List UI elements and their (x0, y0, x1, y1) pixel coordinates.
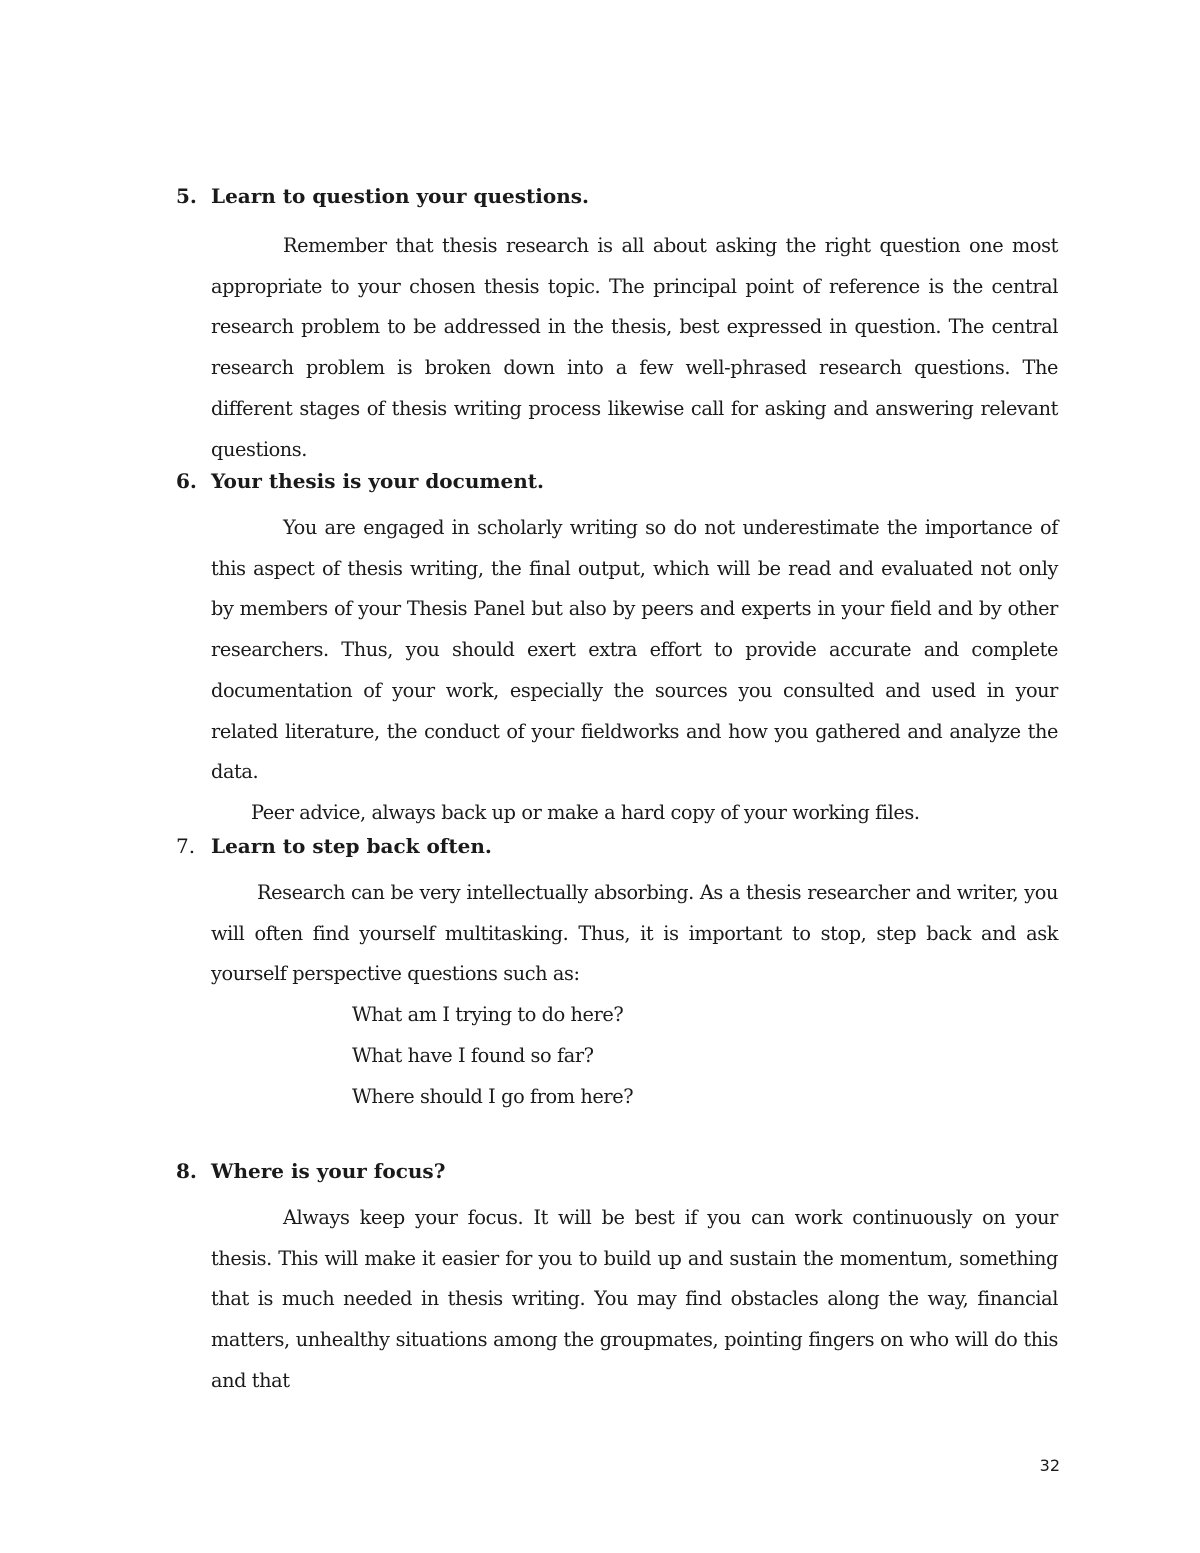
section-title: Your thesis is your document. (211, 469, 544, 493)
list-item: Where should I go from here? (352, 1084, 634, 1108)
section-body: You are engaged in scholarly writing so do not underestimate the importance of this aspect of thesis writing, the final output, which will be read and evaluated not only by members of your Thesis Panel but also by peers and experts in your field and by other researchers. Thus, you should exert extra effort to provide accurate and complete documentation of your work, especially the sources you consulted and used in your related literature, the conduct of your fieldworks and how you gathered and analyze the data. (211, 516, 1058, 784)
section-7 (176, 832, 1058, 1117)
section-number: 7. (176, 834, 196, 858)
section-title: Learn to step back often. (211, 834, 492, 858)
section-6 (176, 467, 1058, 834)
section-5 (176, 182, 1058, 470)
section-8 (176, 1157, 1058, 1402)
section-note: Peer advice, always back up or make a hard copy of your working files. (251, 800, 920, 824)
section-title: Where is your focus? (211, 1159, 446, 1183)
section-number: 8. (176, 1159, 197, 1183)
section-number: 6. (176, 469, 197, 493)
section-title: Learn to question your questions. (211, 184, 589, 208)
section-body: Always keep your focus. It will be best if you can work continuously on your thesis. This will make it easier for you to build up and sustain the momentum, something that is much needed in thesis writing. You may find obstacles along the way, financial matters, unhealthy situations among the groupmates, pointing fingers on who will do this and that (211, 1206, 1058, 1392)
section-heading (176, 182, 1058, 210)
list-item: What am I trying to do here? (352, 1003, 624, 1027)
section-heading (176, 467, 1058, 495)
page-number: 32 (1039, 1456, 1060, 1475)
section-number: 5. (176, 184, 197, 208)
question-list (352, 995, 1058, 1117)
list-item: What have I found so far? (352, 1043, 594, 1067)
section-body: Remember that thesis research is all about asking the right question one most appropriate to your chosen thesis topic. The principal point of reference is the central research problem to be addressed in the thesis, best expressed in question. The central research problem is broken down into a few well-phrased research questions. The different stages of thesis writing process likewise call for asking and answering relevant questions. (211, 234, 1058, 461)
section-heading (176, 832, 1058, 860)
section-heading (176, 1157, 1058, 1185)
section-body: Research can be very intellectually absorbing. As a thesis researcher and writer, you will often find yourself multitasking. Thus, it is important to stop, step back and ask yourself perspective questions such as: (211, 881, 1058, 986)
